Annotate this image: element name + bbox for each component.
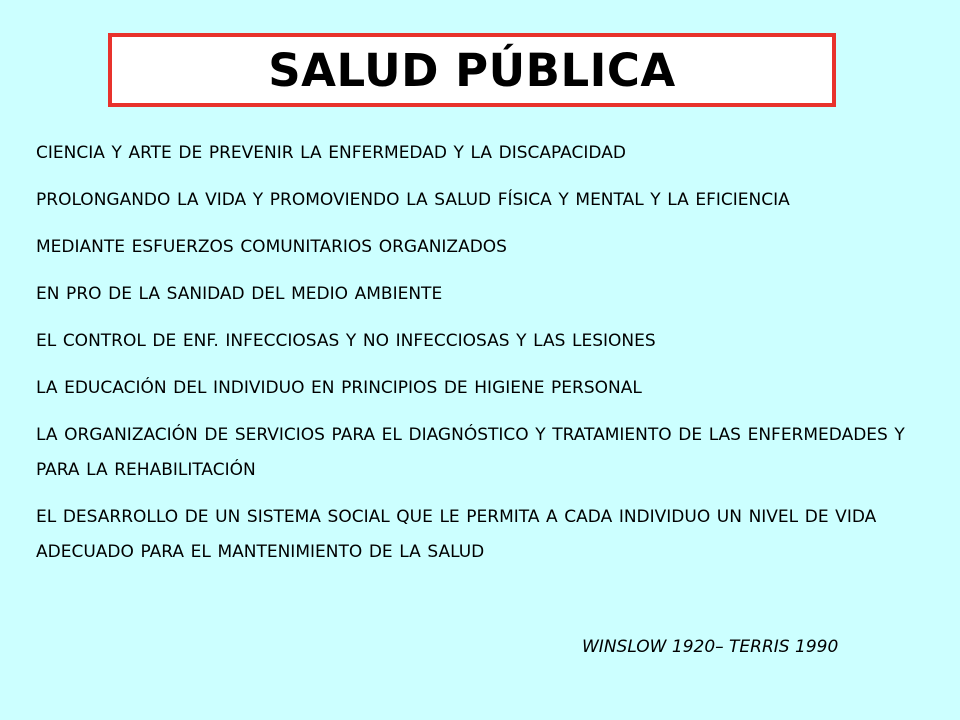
title-box: [108, 33, 836, 107]
paragraph-5: EL CONTROL DE ENF. INFECCIOSAS Y NO INFECCIOSAS Y LAS LESIONES: [36, 331, 656, 351]
paragraph-2: PROLONGANDO LA VIDA Y PROMOVIENDO LA SALUD FÍSICA Y MENTAL Y LA EFICIENCIA: [36, 190, 790, 210]
slide-title: SALUD PÚBLICA: [268, 43, 676, 97]
paragraph-1: CIENCIA Y ARTE DE PREVENIR LA ENFERMEDAD Y LA DISCAPACIDAD: [36, 143, 626, 163]
paragraph-7: LA ORGANIZACIÓN DE SERVICIOS PARA EL DIAGNÓSTICO Y TRATAMIENTO DE LAS ENFERMEDADES Y PARA LA REHABILITACIÓN: [36, 425, 905, 480]
paragraph-4: EN PRO DE LA SANIDAD DEL MEDIO AMBIENTE: [36, 284, 443, 304]
paragraph-3: MEDIANTE ESFUERZOS COMUNITARIOS ORGANIZADOS: [36, 237, 507, 257]
definition-list: [36, 136, 942, 582]
paragraph-6: LA EDUCACIÓN DEL INDIVIDUO EN PRINCIPIOS DE HIGIENE PERSONAL: [36, 378, 642, 398]
paragraph-8: EL DESARROLLO DE UN SISTEMA SOCIAL QUE LE PERMITA A CADA INDIVIDUO UN NIVEL DE VIDA ADECUADO PARA EL MANTENIMIENTO DE LA SALUD: [36, 507, 877, 562]
citation: WINSLOW 1920– TERRIS 1990: [582, 637, 839, 657]
